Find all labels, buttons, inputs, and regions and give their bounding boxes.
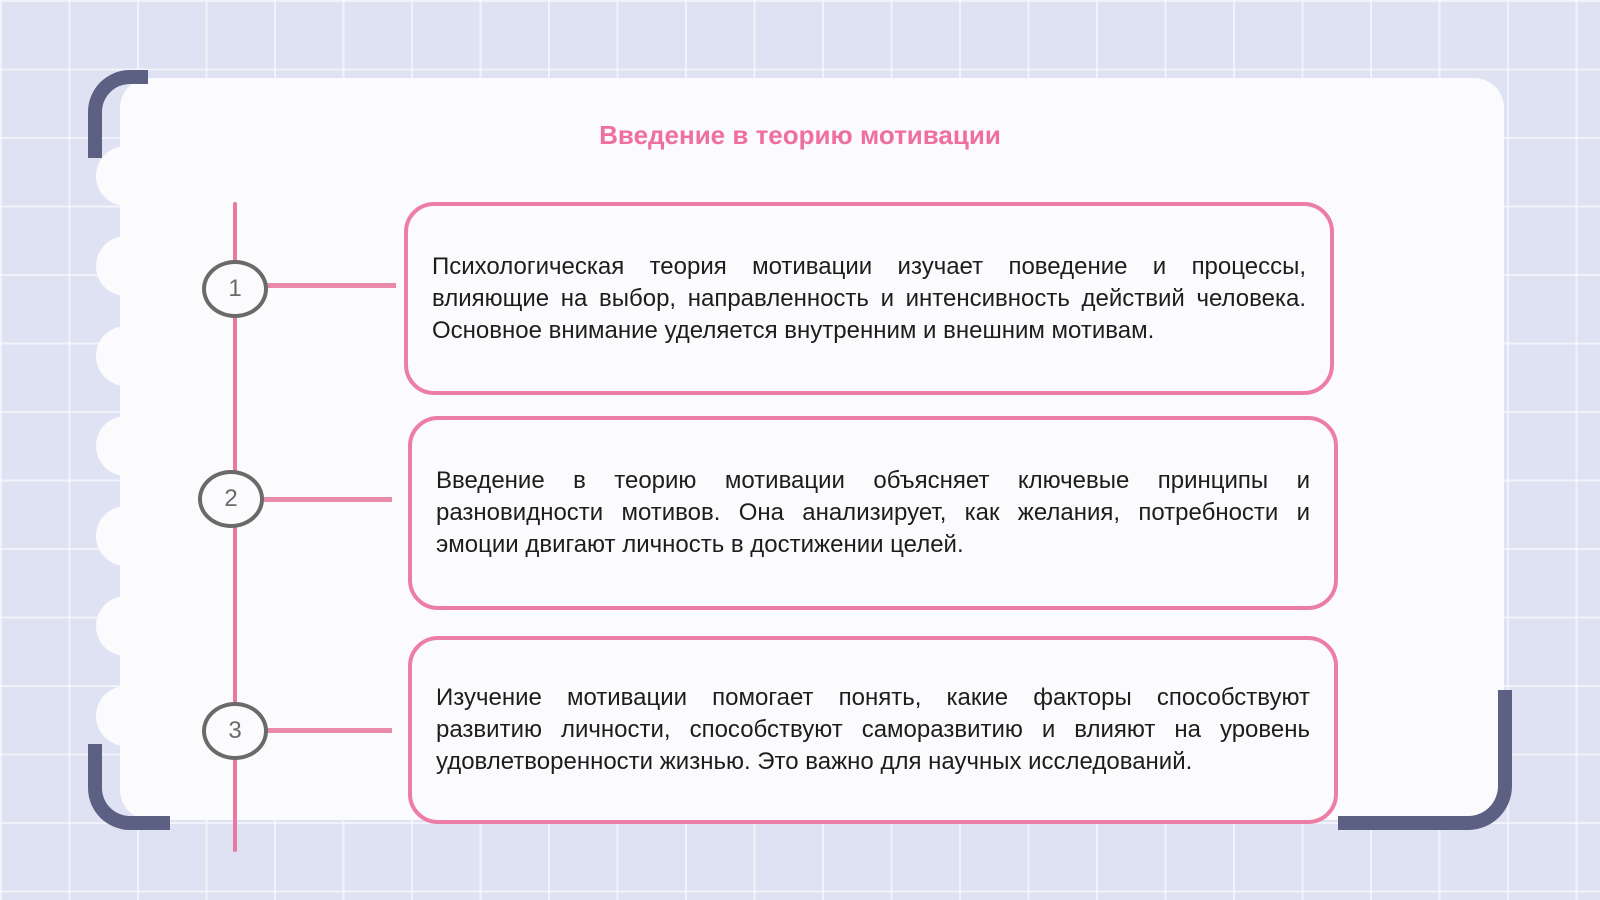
corner-bracket-top-left (88, 70, 148, 158)
step-box-3 (408, 636, 1338, 824)
step-text-2: Введение в теорию мотивации объясняет ключевые принципы и разновидности мотивов. Она анализирует, как желания, потребности и эмоции двигают личность в достижении целей. (436, 467, 1310, 558)
corner-bracket-bottom-left (88, 744, 170, 830)
step-text-3: Изучение мотивации помогает понять, какие факторы способствуют развитию личности, способствуют саморазвитию и влияют на уровень удовлетворенности жизнью. Это важно для научных исследований. (436, 684, 1310, 775)
timeline-connector-3 (266, 728, 392, 733)
timeline-connector-1 (266, 283, 396, 288)
timeline-connector-2 (262, 497, 392, 502)
step-number-2: 2 (198, 470, 264, 528)
step-number-1: 1 (202, 260, 268, 318)
corner-bracket-bottom-right (1338, 690, 1512, 830)
slide-title: Введение в теорию мотивации (599, 120, 1001, 150)
step-number-3: 3 (202, 702, 268, 760)
step-box-1 (404, 202, 1334, 395)
step-text-1: Психологическая теория мотивации изучает поведение и процессы, влияющие на выбор, направленность и интенсивность действий человека. Основное внимание уделяется внутренним и внешним мотивам. (432, 252, 1306, 344)
step-box-2 (408, 416, 1338, 610)
